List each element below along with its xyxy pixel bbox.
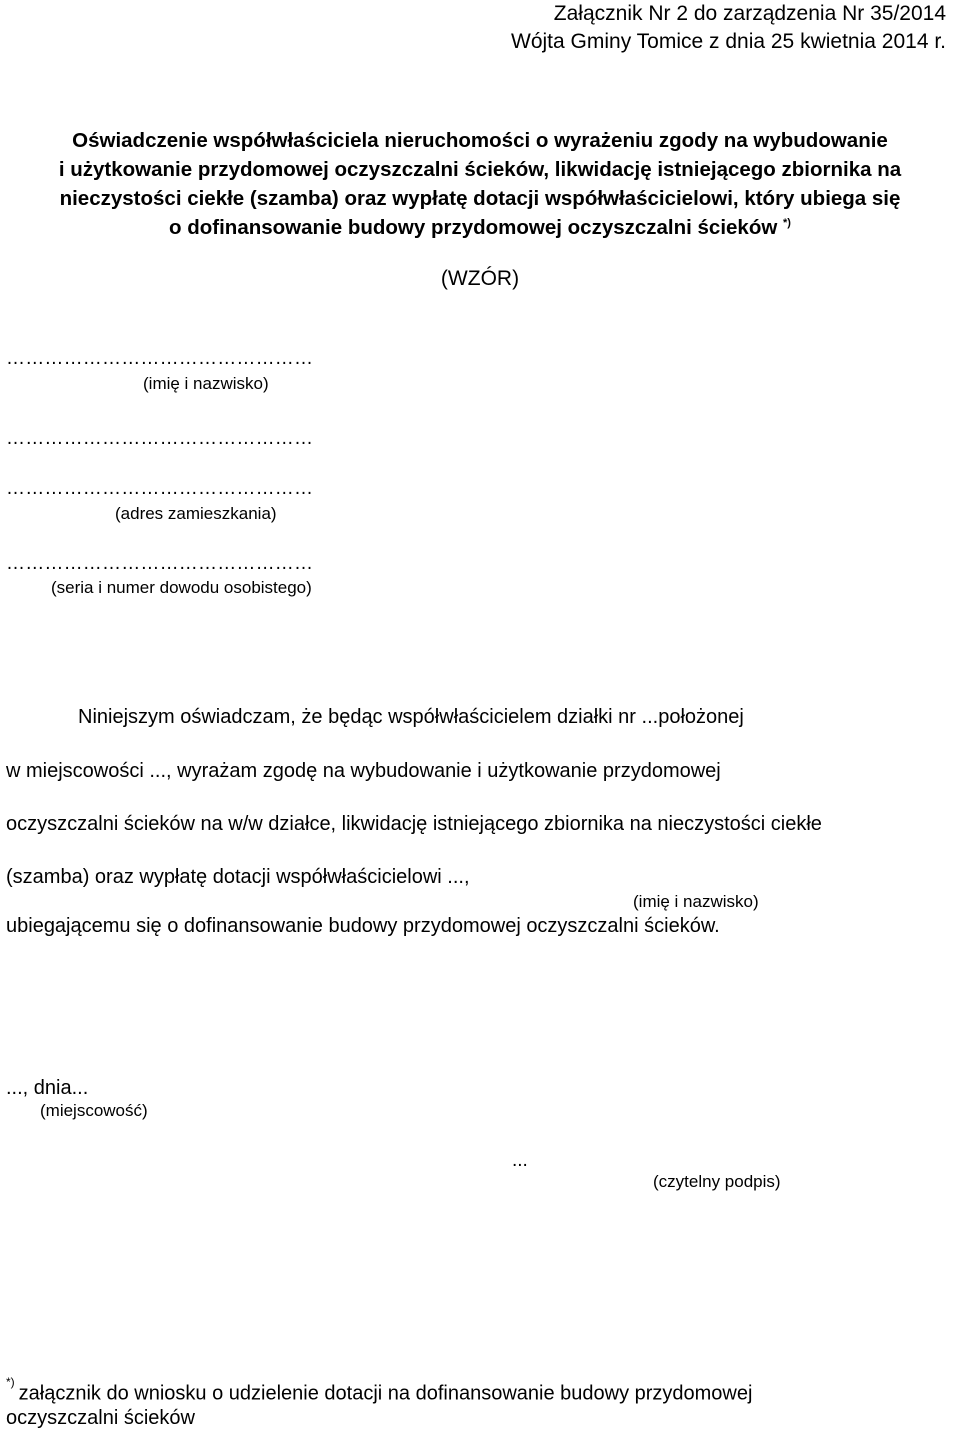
footnote-line-1 [6, 1375, 753, 1406]
attachment-header-line-1: Załącznik Nr 2 do zarządzenia Nr 35/2014 [553, 2, 946, 25]
statement-name-caption: (imię i nazwisko) [633, 892, 759, 911]
attachment-header-line-2: Wójta Gminy Tomice z dnia 25 kwietnia 2014 r. [511, 30, 946, 53]
name-dots: ………………………………………… [6, 348, 314, 369]
statement-line-5: ubiegającemu się o dofinansowanie budowy przydomowej oczyszczalni ścieków. [6, 915, 720, 937]
document-title [0, 126, 960, 242]
footnote-line-1-text: załącznik do wniosku o udzielenie dotacji na dofinansowanie budowy przydomowej [18, 1382, 753, 1405]
title-line-4-text: o dofinansowanie budowy przydomowej oczyszczalni ścieków [169, 216, 778, 239]
id-caption: (seria i numer dowodu osobistego) [51, 578, 312, 597]
id-dots: ………………………………………… [6, 553, 314, 574]
statement-line-3: oczyszczalni ścieków na w/w działce, likwidację istniejącego zbiornika na nieczystości ciekłe [6, 813, 822, 835]
footnote-mark: *) [6, 1375, 15, 1389]
name-caption: (imię i nazwisko) [143, 374, 269, 393]
title-line-1: Oświadczenie współwłaściciela nieruchomości o wyrażeniu zgody na wybudowanie [72, 129, 888, 152]
place-caption: (miejscowość) [40, 1101, 148, 1120]
title-line-4 [0, 213, 960, 242]
address-dots-2: ………………………………………… [6, 478, 314, 499]
signature-dots: ... [512, 1150, 528, 1171]
address-caption: (adres zamieszkania) [115, 504, 277, 523]
footnote-line-2: oczyszczalni ścieków [6, 1407, 195, 1429]
template-label: (WZÓR) [440, 267, 520, 290]
statement-line-2: w miejscowości ..., wyrażam zgodę na wybudowanie i użytkowanie przydomowej [6, 760, 721, 782]
place-date: ..., dnia... [6, 1077, 89, 1099]
title-line-3: nieczystości ciekłe (szamba) oraz wypłatę dotacji współwłaścicielowi, który ubiega się [59, 187, 901, 210]
title-footnote-mark: *) [783, 217, 791, 229]
title-line-2: i użytkowanie przydomowej oczyszczalni ścieków, likwidację istniejącego zbiornika na [58, 158, 902, 181]
statement-line-4: (szamba) oraz wypłatę dotacji współwłaścicielowi ..., [6, 866, 470, 888]
address-dots-1: ………………………………………… [6, 428, 314, 449]
signature-caption: (czytelny podpis) [653, 1172, 781, 1191]
statement-line-1: Niniejszym oświadczam, że będąc współwłaścicielem działki nr ...położonej [78, 706, 744, 728]
